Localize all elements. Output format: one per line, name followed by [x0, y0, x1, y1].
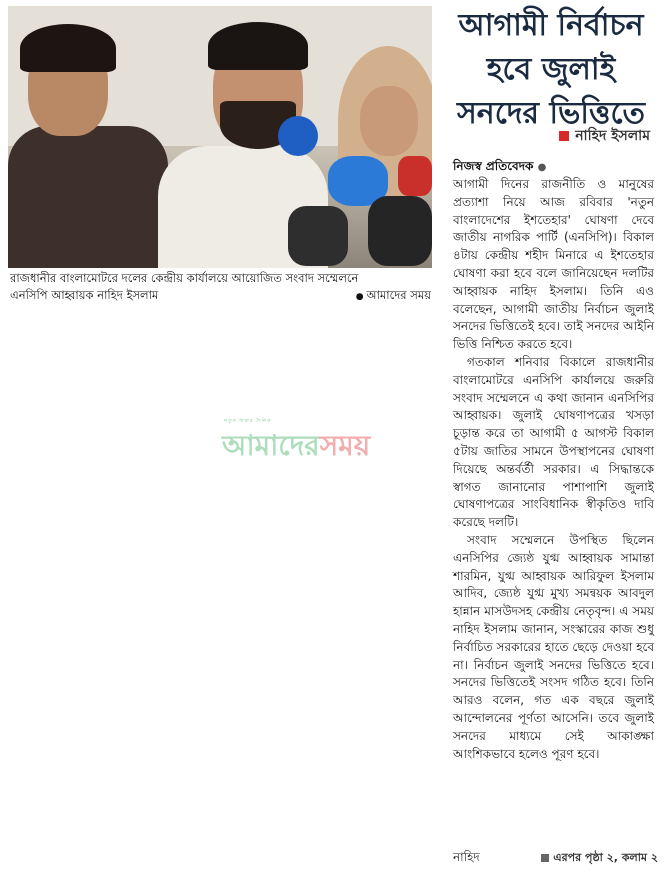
bullet-icon: ●: [537, 162, 547, 173]
photo-person-right-face: [360, 86, 418, 156]
continued-text: এরপর পৃষ্ঠা ২, কলাম ২: [553, 851, 658, 864]
paragraph-1: আগামী দিনের রাজনীতি ও মানুষের প্রত্যাশা নিয়ে আজ রবিবার 'নতুন বাংলাদেশের ইশতেহার' ঘোষণা দেবে জাতীয় নাগরিক পার্টি (এনসিপি)। বিকাল ৪টায় কেন্দ্রীয় শহীদ মিনারে এ ইশতেহার ঘোষণা করা হবে বলে জানিয়েছেন দলটির আহ্বায়ক নাহিদ ইসলাম। তিনি এও বলেছেন, আগামী জাতীয় নির্বাচন জুলাই সনদের ভিত্তিতেই হবে। তাই সনদের আইনি ভিত্তি নিশ্চিত করতে হবে।: [453, 177, 654, 352]
byline: [559, 124, 650, 148]
continued-on: [541, 849, 658, 866]
watermark-logo: [222, 418, 442, 462]
reporter-label: [453, 158, 546, 178]
headline-line-3: সনদের ভিত্তিতে: [456, 96, 646, 131]
photo-person-left-hair: [20, 24, 116, 72]
paragraph-3: সংবাদ সম্মেলনে উপস্থিত ছিলেন এনসিপির জ্যেষ্ঠ যুগ্ম আহ্বায়ক সামান্তা শারমিন, যুগ্ম আহ্বায়ক আরিফুল ইসলাম আদিব, জ্যেষ্ঠ যুগ্ম মুখ্য সমন্বয়ক আবদুল হান্নান মাসউদসহ কেন্দ্রীয় নেতৃবৃন্দ। এ সময় নাহিদ ইসলাম জানান, সংস্কারের কাজ শুধু নির্বাচিত সরকারের হাতে ছেড়ে দেওয়া হবে না। নির্বাচন জুলাই সনদের ভিত্তিতে হবে। সনদের ভিত্তিতেই সংসদ গঠিত হবে। তিনি আরও বলেন, গত এক বছরে জুলাই আন্দোলনের পূর্ণতা আসেনি। তবে জুলাই সনদের মাধ্যমে সেই আকাঙ্ক্ষা আংশিকভাবে হলেও পূরণ হবে।: [453, 532, 654, 761]
microphone-icon: [278, 116, 318, 156]
photo-credit: ● আমাদের সময়: [356, 287, 431, 306]
microphone-icon: [368, 196, 432, 266]
continuation-line: [453, 849, 658, 866]
continuation-marker-icon: [541, 854, 549, 862]
reporter-name: নিজস্ব প্রতিবেদক: [453, 159, 534, 173]
paragraph-2: গতকাল শনিবার বিকালে রাজধানীর বাংলামোটরে এনসিপি কার্যালয়ে জরুরি সংবাদ সম্মেলনে এ কথা জানান এনসিপির আহ্বায়ক। জুলাই ঘোষণাপত্রের খসড়া চূড়ান্ত করে তা আগামী ৫ আগস্ট বিকাল ৫টায় জাতির সামনে উপস্থাপনের ঘোষণা দিয়েছে অন্তর্বর্তী সরকার। এ সিদ্ধান্তকে স্বাগত জানানোর পাশাপাশি জুলাই ঘোষণাপত্রের সাংবিধানিক স্বীকৃতিও দাবি করেছে দলটি।: [453, 354, 654, 530]
byline-name: নাহিদ ইসলাম: [575, 128, 650, 144]
last-word: নাহিদ: [453, 850, 480, 864]
photo-person-left: [8, 126, 168, 268]
headline-line-1: আগামী নির্বাচন: [458, 8, 644, 43]
caption-line-1: রাজধানীর বাংলামোটরে দলের কেন্দ্রীয় কার্যালয়ে আয়োজিত সংবাদ সম্মেলনে: [10, 271, 359, 285]
logo-part-1: আমাদের: [222, 429, 320, 462]
microphone-icon: [288, 206, 348, 266]
photo-speaker-hair: [208, 22, 308, 70]
microphone-icon: [398, 156, 432, 196]
headline-line-2: হবে জুলাই: [486, 52, 616, 87]
logo-wordmark: [222, 424, 370, 471]
photo-caption: [10, 270, 435, 306]
byline-marker-icon: [559, 131, 569, 141]
headline: [440, 4, 662, 136]
logo-part-2: সময়: [319, 429, 371, 462]
article-body: [453, 176, 654, 763]
news-photo: [8, 6, 432, 268]
logo-tagline: নতুন ধারার দৈনিক: [224, 418, 272, 424]
caption-line-2: এনসিপি আহ্বায়ক নাহিদ ইসলাম: [10, 288, 159, 302]
